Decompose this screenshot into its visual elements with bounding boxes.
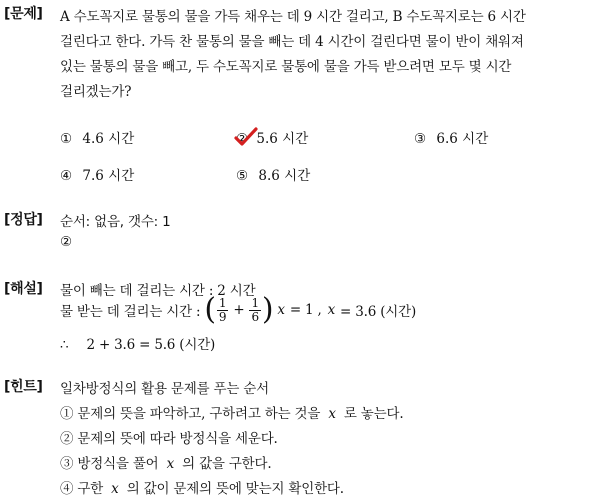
option-5-number: ⑤: [236, 168, 249, 184]
equation-equals-one: = 1 ,: [289, 302, 322, 318]
fraction-1-denominator: 9: [218, 309, 227, 324]
explanation-line-1: 물이 빼는 데 걸리는 시간 : 2 시간: [60, 283, 256, 299]
answer-meta: 순서: 없음, 갯수: 1: [60, 214, 171, 230]
explanation-line-2: [60, 292, 416, 328]
option-5-text: 8.6 시간: [258, 168, 311, 184]
option-1-number: ①: [60, 131, 73, 147]
fraction-2-numerator: 1: [251, 295, 259, 310]
hint-variable-x-1: x: [328, 406, 336, 422]
variable-x: x: [277, 302, 285, 318]
option-4-number: ④: [60, 168, 73, 184]
fraction-1-6: [249, 297, 260, 324]
fraction-2-denominator: 6: [251, 309, 259, 324]
variable-x-2: x: [327, 302, 336, 318]
hint-step-1: [60, 402, 403, 422]
hint-step-3-text: ③ 방정식을 풀어: [60, 456, 159, 472]
plus-sign: +: [233, 302, 245, 318]
option-4-text: 7.6 시간: [82, 168, 135, 184]
left-paren-icon: (: [204, 292, 216, 327]
equation-result: = 3.6 (시간): [340, 304, 417, 320]
therefore-symbol: ∴: [60, 337, 69, 353]
problem-line-1: A 수도꼭지로 물통의 물을 가득 채우는 데 9 시간 걸리고, B 수도꼭지로는 6 시간: [60, 9, 526, 25]
explanation-label: [해설]: [4, 281, 43, 297]
hint-step-3-tail: 의 값을 구한다.: [182, 456, 272, 472]
option-3-text: 6.6 시간: [436, 131, 489, 147]
hint-title: 일차방정식의 활용 문제를 푸는 순서: [60, 381, 269, 397]
hint-step-2: ② 문제의 뜻에 따라 방정식을 세운다.: [60, 431, 278, 447]
problem-line-3: 있는 물통의 물을 빼고, 두 수도꼭지로 물통에 물을 가득 받으려면 모두 몇 시간: [60, 59, 512, 75]
explanation-line-3-text: 2 + 3.6 = 5.6 (시간): [86, 337, 216, 353]
option-1[interactable]: [60, 127, 134, 147]
hint-step-4-text: ④ 구한: [60, 481, 104, 497]
hint-variable-x-3: x: [111, 481, 119, 497]
answer-label: [정답]: [4, 212, 43, 228]
problem-line-4: 걸리겠는가?: [60, 84, 132, 100]
option-4[interactable]: [60, 164, 134, 184]
answer-value: ②: [60, 234, 72, 250]
problem-line-2: 걸린다고 한다. 가득 찬 물통의 물을 빼는 데 4 시간이 걸린다면 물이 반이 채워져: [60, 34, 524, 50]
option-3-number: ③: [414, 131, 427, 147]
hint-step-3: [60, 452, 271, 472]
option-3[interactable]: [414, 127, 488, 147]
hint-step-1-text: ① 문제의 뜻을 파악하고, 구하려고 하는 것을: [60, 406, 321, 422]
option-1-text: 4.6 시간: [82, 131, 135, 147]
explanation-line-3: [60, 333, 215, 353]
problem-label: [문제]: [4, 6, 43, 22]
fraction-1-9: [217, 297, 228, 324]
hint-step-1-tail: 로 놓는다.: [343, 406, 404, 422]
explanation-line-2-prefix: 물 받는 데 걸리는 시간 :: [60, 304, 201, 320]
option-2-text: 5.6 시간: [256, 131, 309, 147]
fraction-1-numerator: 1: [218, 295, 227, 310]
option-2-number: ②: [236, 131, 249, 147]
option-5[interactable]: [236, 164, 310, 184]
hint-step-4-tail: 의 값이 문제의 뜻에 맞는지 확인한다.: [126, 481, 344, 497]
checkmark-icon: [233, 126, 259, 148]
right-paren-icon: ): [261, 292, 274, 327]
hint-variable-x-2: x: [166, 456, 175, 472]
hint-step-4: [60, 477, 344, 497]
hint-label: [힌트]: [4, 379, 43, 395]
